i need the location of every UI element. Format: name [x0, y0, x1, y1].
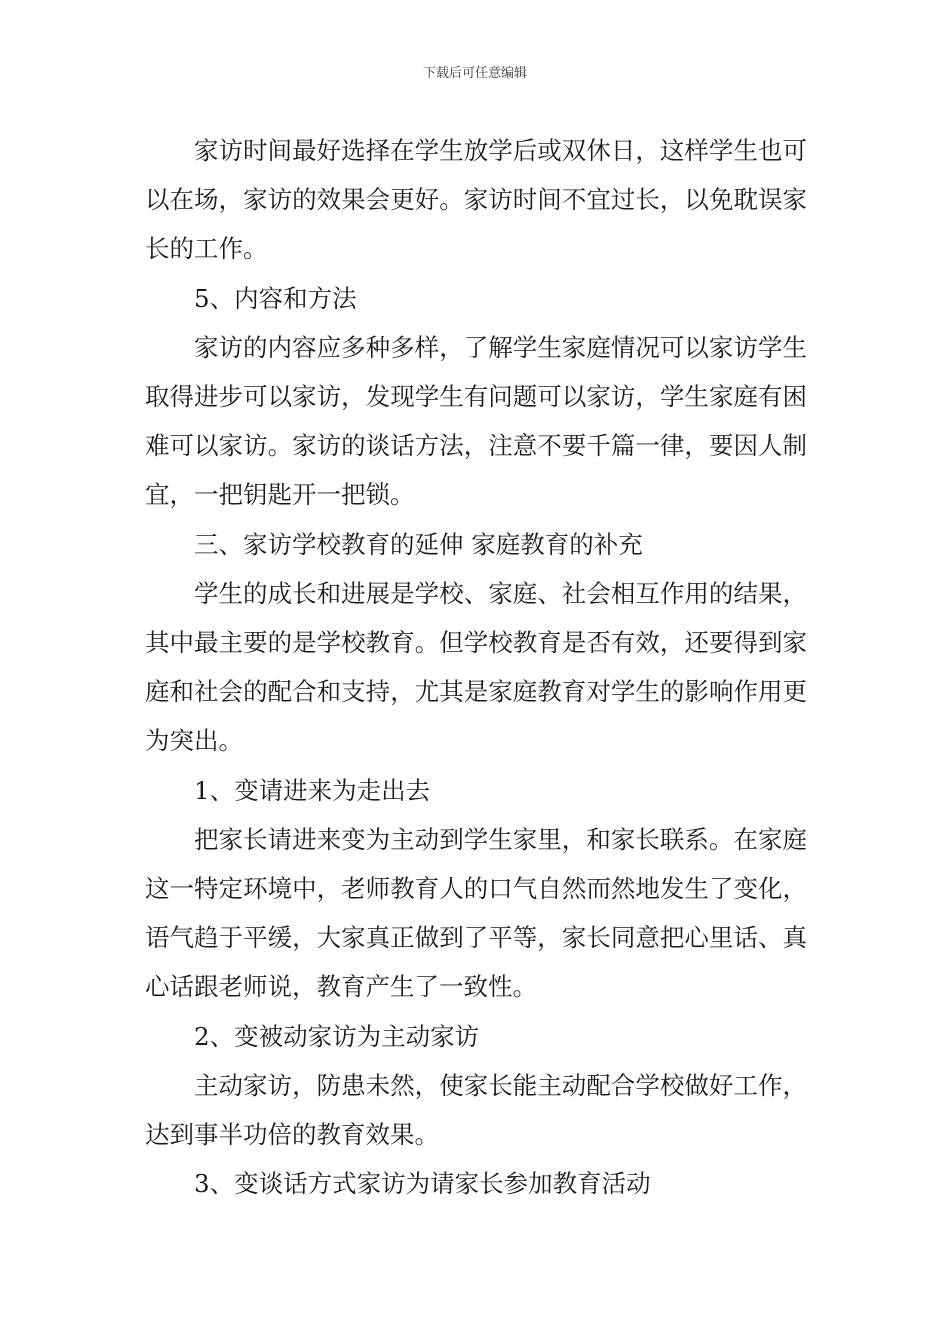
heading-item-three: 3、变谈话方式家访为请家长参加教育活动 [194, 1169, 651, 1199]
paragraph-item-two: 主动家访，防患未然，使家长能主动配合学校做好工作，达到事半功倍的教育效果。 [145, 1070, 807, 1150]
paragraph-student-growth: 学生的成长和进展是学校、家庭、社会相互作用的结果，其中最主要的是学校教育。但学校教育是否有效，还要得到家庭和社会的配合和支持，尤其是家庭教育对学生的影响作用更为突出。 [145, 578, 807, 756]
document-body [145, 126, 807, 1208]
heading-item-two: 2、变被动家访为主动家访 [194, 1021, 480, 1051]
page-header: 下载后可任意编辑 [422, 66, 527, 81]
heading-content-and-method: 5、内容和方法 [194, 283, 357, 313]
paragraph-visit-content: 家访的内容应多种多样，了解学生家庭情况可以家访学生取得进步可以家访，发现学生有问题可以家访，学生家庭有困难可以家访。家访的谈话方法，注意不要千篇一律，要因人制宜，一把钥匙开一把锁。 [145, 332, 807, 510]
heading-item-one: 1、变请进来为走出去 [194, 775, 431, 805]
paragraph-visit-time: 家访时间最好选择在学生放学后或双休日，这样学生也可以在场，家访的效果会更好。家访时间不宜过长，以免耽误家长的工作。 [145, 136, 807, 264]
heading-section-three: 三、家访学校教育的延伸 家庭教育的补充 [194, 529, 643, 559]
paragraph-item-one: 把家长请进来变为主动到学生家里，和家长联系。在家庭这一特定环境中，老师教育人的口气自然而然地发生了变化，语气趋于平缓，大家真正做到了平等，家长同意把心里话、真心话跟老师说，教育产生了一致性。 [145, 824, 807, 1002]
